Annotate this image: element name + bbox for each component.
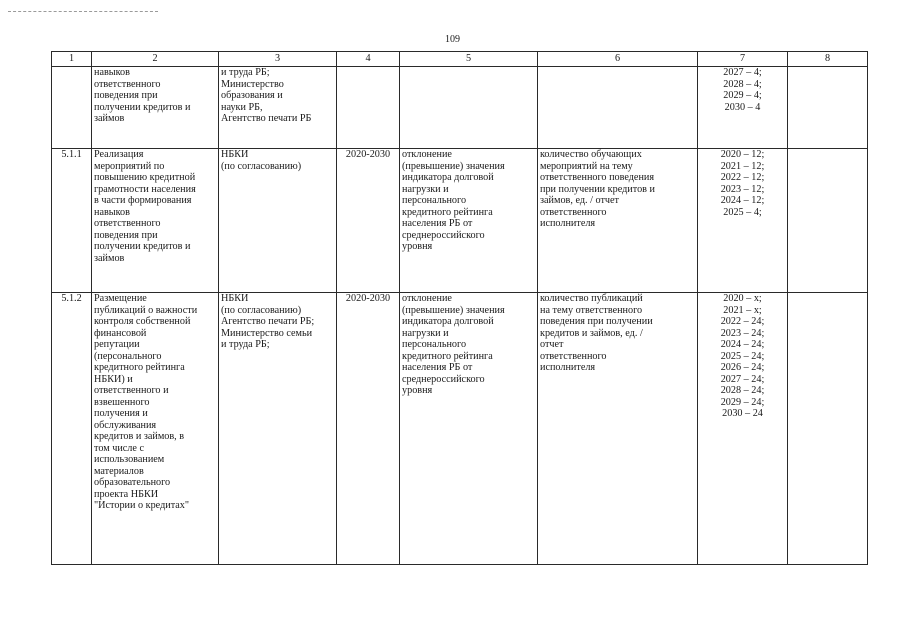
activity-line: "Истории о кредитах": [94, 500, 190, 511]
responsible-line: и труда РБ;: [221, 339, 270, 350]
effect-line: отклонение: [402, 293, 452, 304]
activity-line: ответственного: [94, 78, 161, 90]
activity-line: поведения при: [94, 229, 158, 241]
indicator-line: исполнителя: [540, 362, 596, 373]
activity-line: том числе с: [94, 442, 144, 454]
effect-line: индикатора долговой: [402, 172, 494, 183]
values-cell: [698, 149, 788, 293]
activity-line: финансовой: [94, 327, 147, 339]
responsible-line: НБКИ: [221, 149, 249, 160]
header-cell: 6: [538, 52, 698, 67]
responsible-line: Агентство печати РБ: [221, 113, 312, 124]
indicator-line: ответственного: [540, 350, 607, 362]
header-cell: 3: [219, 52, 337, 67]
activity-line: взвешенного: [94, 396, 150, 408]
indicator-line: ответственного: [540, 206, 607, 218]
note-cell: [788, 149, 868, 293]
effect-line: (превышение) значения: [402, 304, 505, 316]
effect-line: уровня: [402, 241, 433, 252]
activity-line: поведения при: [94, 90, 158, 101]
values-line: 2028 – 4;: [723, 78, 762, 90]
responsible-cell: [219, 293, 337, 565]
values-line: 2024 – 24;: [720, 339, 765, 350]
responsible-line: Министерство семьи: [221, 327, 313, 339]
header-cell: 4: [337, 52, 400, 67]
responsible-line: НБКИ: [221, 293, 249, 304]
effect-line: персонального: [402, 339, 467, 350]
activity-line: навыков: [94, 67, 130, 78]
effect-line: уровня: [402, 385, 433, 396]
indicator-line: поведения при получении: [540, 316, 653, 327]
header-cell: 7: [698, 52, 788, 67]
indicator-cell: [538, 149, 698, 293]
effect-line: индикатора долговой: [402, 316, 494, 327]
activity-line: получении кредитов и: [94, 241, 191, 252]
activity-line: публикаций о важности: [94, 304, 198, 316]
header-row: [52, 52, 868, 67]
scan-artifact-line: [8, 11, 158, 13]
values-line: 2021 – 12;: [720, 160, 765, 172]
activity-line: навыков: [94, 206, 130, 218]
indicator-line: исполнителя: [540, 218, 596, 229]
effect-line: среднероссийского: [402, 373, 485, 385]
activity-line: использованием: [94, 454, 165, 465]
values-line: 2027 – 24;: [720, 373, 765, 385]
activity-line: (персонального: [94, 350, 162, 362]
effect-line: (превышение) значения: [402, 160, 505, 172]
effect-line: нагрузки и: [402, 183, 449, 195]
program-table: [51, 51, 868, 565]
activity-line: образовательного: [94, 477, 171, 488]
note-cell: [788, 293, 868, 565]
indicator-line: на тему ответственного: [540, 304, 643, 316]
values-line: 2023 – 24;: [720, 327, 765, 339]
values-cell: [698, 67, 788, 149]
values-line: 2024 – 12;: [720, 195, 765, 206]
activity-line: получения и: [94, 408, 148, 419]
activity-line: репутации: [94, 339, 140, 350]
table-row: [52, 149, 868, 293]
values-line: 2030 – 4: [724, 101, 761, 113]
effect-cell: [400, 67, 538, 149]
effect-cell: [400, 149, 538, 293]
values-line: 2027 – 4;: [723, 67, 762, 78]
responsible-line: образования и: [221, 90, 283, 101]
effect-line: кредитного рейтинга: [402, 350, 493, 362]
indicator-cell: [538, 293, 698, 565]
row-number: 5.1.2: [52, 293, 92, 565]
activity-line: проекта НБКИ: [94, 488, 159, 500]
effect-line: среднероссийского: [402, 229, 485, 241]
responsible-line: Министерство: [221, 78, 284, 90]
effect-line: отклонение: [402, 149, 452, 160]
activity-line: кредитного рейтинга: [94, 362, 185, 373]
activity-line: НБКИ) и: [94, 373, 133, 385]
indicator-line: займов, ед. / отчет: [540, 195, 619, 206]
values-line: 2025 – 24;: [720, 350, 765, 362]
indicator-cell: [538, 67, 698, 149]
responsible-line: (по согласованию): [221, 304, 302, 316]
values-line: 2026 – 24;: [720, 362, 765, 373]
responsible-line: (по согласованию): [221, 160, 302, 172]
row-number: 5.1.1: [52, 149, 92, 293]
effect-line: нагрузки и: [402, 327, 449, 339]
period-cell: [337, 67, 400, 149]
values-line: 2025 – 4;: [723, 206, 762, 218]
activity-line: ответственного: [94, 218, 161, 229]
values-line: 2023 – 12;: [720, 183, 765, 195]
indicator-line: отчет: [540, 339, 564, 350]
values-line: 2029 – 4;: [723, 90, 762, 101]
row-number: [52, 67, 92, 149]
activity-line: контроля собственной: [94, 316, 191, 327]
effect-line: персонального: [402, 195, 467, 206]
activity-line: повышению кредитной: [94, 172, 196, 183]
values-line: 2028 – 24;: [720, 385, 765, 396]
responsible-line: науки РБ,: [221, 101, 263, 113]
effect-line: населения РБ от: [402, 362, 473, 373]
effect-line: населения РБ от: [402, 218, 473, 229]
values-line: 2021 – х;: [723, 304, 762, 316]
activity-line: в части формирования: [94, 195, 192, 206]
values-line: 2030 – 24: [722, 408, 763, 419]
values-line: 2020 – х;: [723, 293, 762, 304]
responsible-line: Агентство печати РБ;: [221, 316, 315, 327]
header-cell: 2: [92, 52, 219, 67]
indicator-line: количество обучающих: [540, 149, 642, 160]
header-cell: 5: [400, 52, 538, 67]
activity-line: материалов: [94, 465, 144, 477]
activity-line: Размещение: [94, 293, 147, 304]
responsible-cell: [219, 67, 337, 149]
period-cell: 2020-2030: [337, 293, 400, 565]
values-line: 2022 – 24;: [720, 316, 765, 327]
header-cell: 8: [788, 52, 868, 67]
activity-cell: [92, 293, 219, 565]
period-cell: 2020-2030: [337, 149, 400, 293]
table-row: [52, 293, 868, 565]
note-cell: [788, 67, 868, 149]
activity-line: Реализация: [94, 149, 144, 160]
indicator-line: кредитов и займов, ед. /: [540, 327, 643, 339]
page-number: 109: [445, 34, 460, 45]
activity-line: обслуживания: [94, 419, 157, 431]
values-line: 2029 – 24;: [720, 396, 765, 408]
effect-line: кредитного рейтинга: [402, 206, 493, 218]
values-cell: [698, 293, 788, 565]
activity-line: получении кредитов и: [94, 101, 191, 113]
indicator-line: ответственного поведения: [540, 172, 655, 183]
effect-cell: [400, 293, 538, 565]
activity-cell: [92, 67, 219, 149]
responsible-cell: [219, 149, 337, 293]
header-cell: 1: [52, 52, 92, 67]
activity-line: мероприятий по: [94, 160, 165, 172]
activity-line: ответственного и: [94, 385, 169, 396]
indicator-line: при получении кредитов и: [540, 183, 655, 195]
activity-line: займов: [94, 113, 125, 124]
activity-line: займов: [94, 252, 125, 264]
responsible-line: и труда РБ;: [221, 67, 270, 78]
table-row: [52, 67, 868, 149]
indicator-line: количество публикаций: [540, 293, 643, 304]
values-line: 2022 – 12;: [720, 172, 765, 183]
activity-cell: [92, 149, 219, 293]
values-line: 2020 – 12;: [720, 149, 765, 160]
activity-line: кредитов и займов, в: [94, 431, 185, 442]
indicator-line: мероприятий на тему: [540, 160, 633, 172]
activity-line: грамотности населения: [94, 183, 196, 195]
